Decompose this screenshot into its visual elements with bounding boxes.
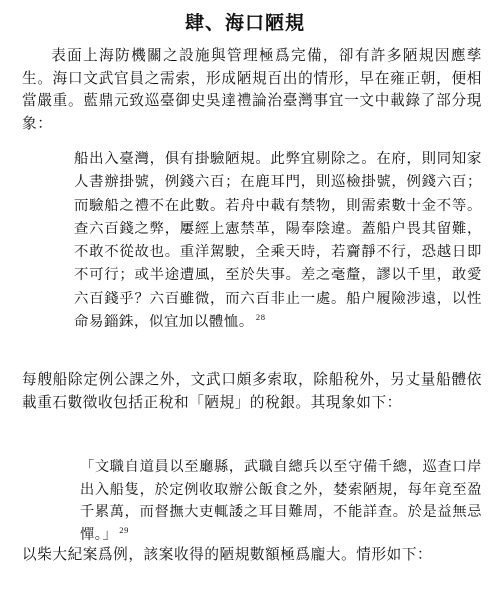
footnote-marker: 29 xyxy=(119,524,129,535)
paragraph-intro: 表面上海防機關之設施與管理極爲完備，卻有許多陋規因應孳生。海口文武官員之需索，形成陋規百出的情形，早在雍正朝，便相當嚴重。藍鼎元致巡臺御史吳達禮論治臺灣事宜一文中載錄了部分現象： xyxy=(22,47,482,133)
block-quote-officials xyxy=(80,456,482,546)
paragraph-tax: 每艘船除定例公課之外，文武口頗多索取，除船稅外，另丈量船體依載重石數徵收包括正稅和「陋規」的稅銀。其現象如下： xyxy=(22,371,482,411)
quote-text: 船出入臺灣，俱有掛驗陋規。此弊宜剔除之。在府，則同知家人書辦掛號，例錢六百；在鹿耳門，則巡檢掛號，例錢六百；而驗船之禮不在此數。若舟中載有禁物，則需索數十金不等。查六百錢之弊，屢經上憲禁革，陽奉陰違。蓋船户畏其留難，不敢不從故也。重洋駕駛，全乘天時，若齎靜不行，恐越日即不可行；或半途遭風，至於失事。差之毫釐，謬以千里，敢愛六百錢乎？六百雖微，而六百非止一處。船户履險涉遠，以性命易錙銖，似宜加以體恤。 xyxy=(74,151,482,331)
paragraph-chai-dají-case: 以柴大紀案爲例，該案收得的陋規數額極爲龐大。情形如下： xyxy=(22,546,433,563)
footnote-marker: 28 xyxy=(255,312,266,323)
section-title: 肆、海口陋規 xyxy=(184,12,305,34)
block-quote-lan-dingyuan xyxy=(74,148,482,334)
quote-text: 「文職自道員以至廳縣，武職自總兵以至守備千總，巡查口岸出入船隻，於定例收取辦公飯食之外，婪索陋規，每年竟至盈千累萬，而督撫大吏輒諉之耳目難周，不能詳查。於是益無忌憚。」 xyxy=(80,459,482,543)
